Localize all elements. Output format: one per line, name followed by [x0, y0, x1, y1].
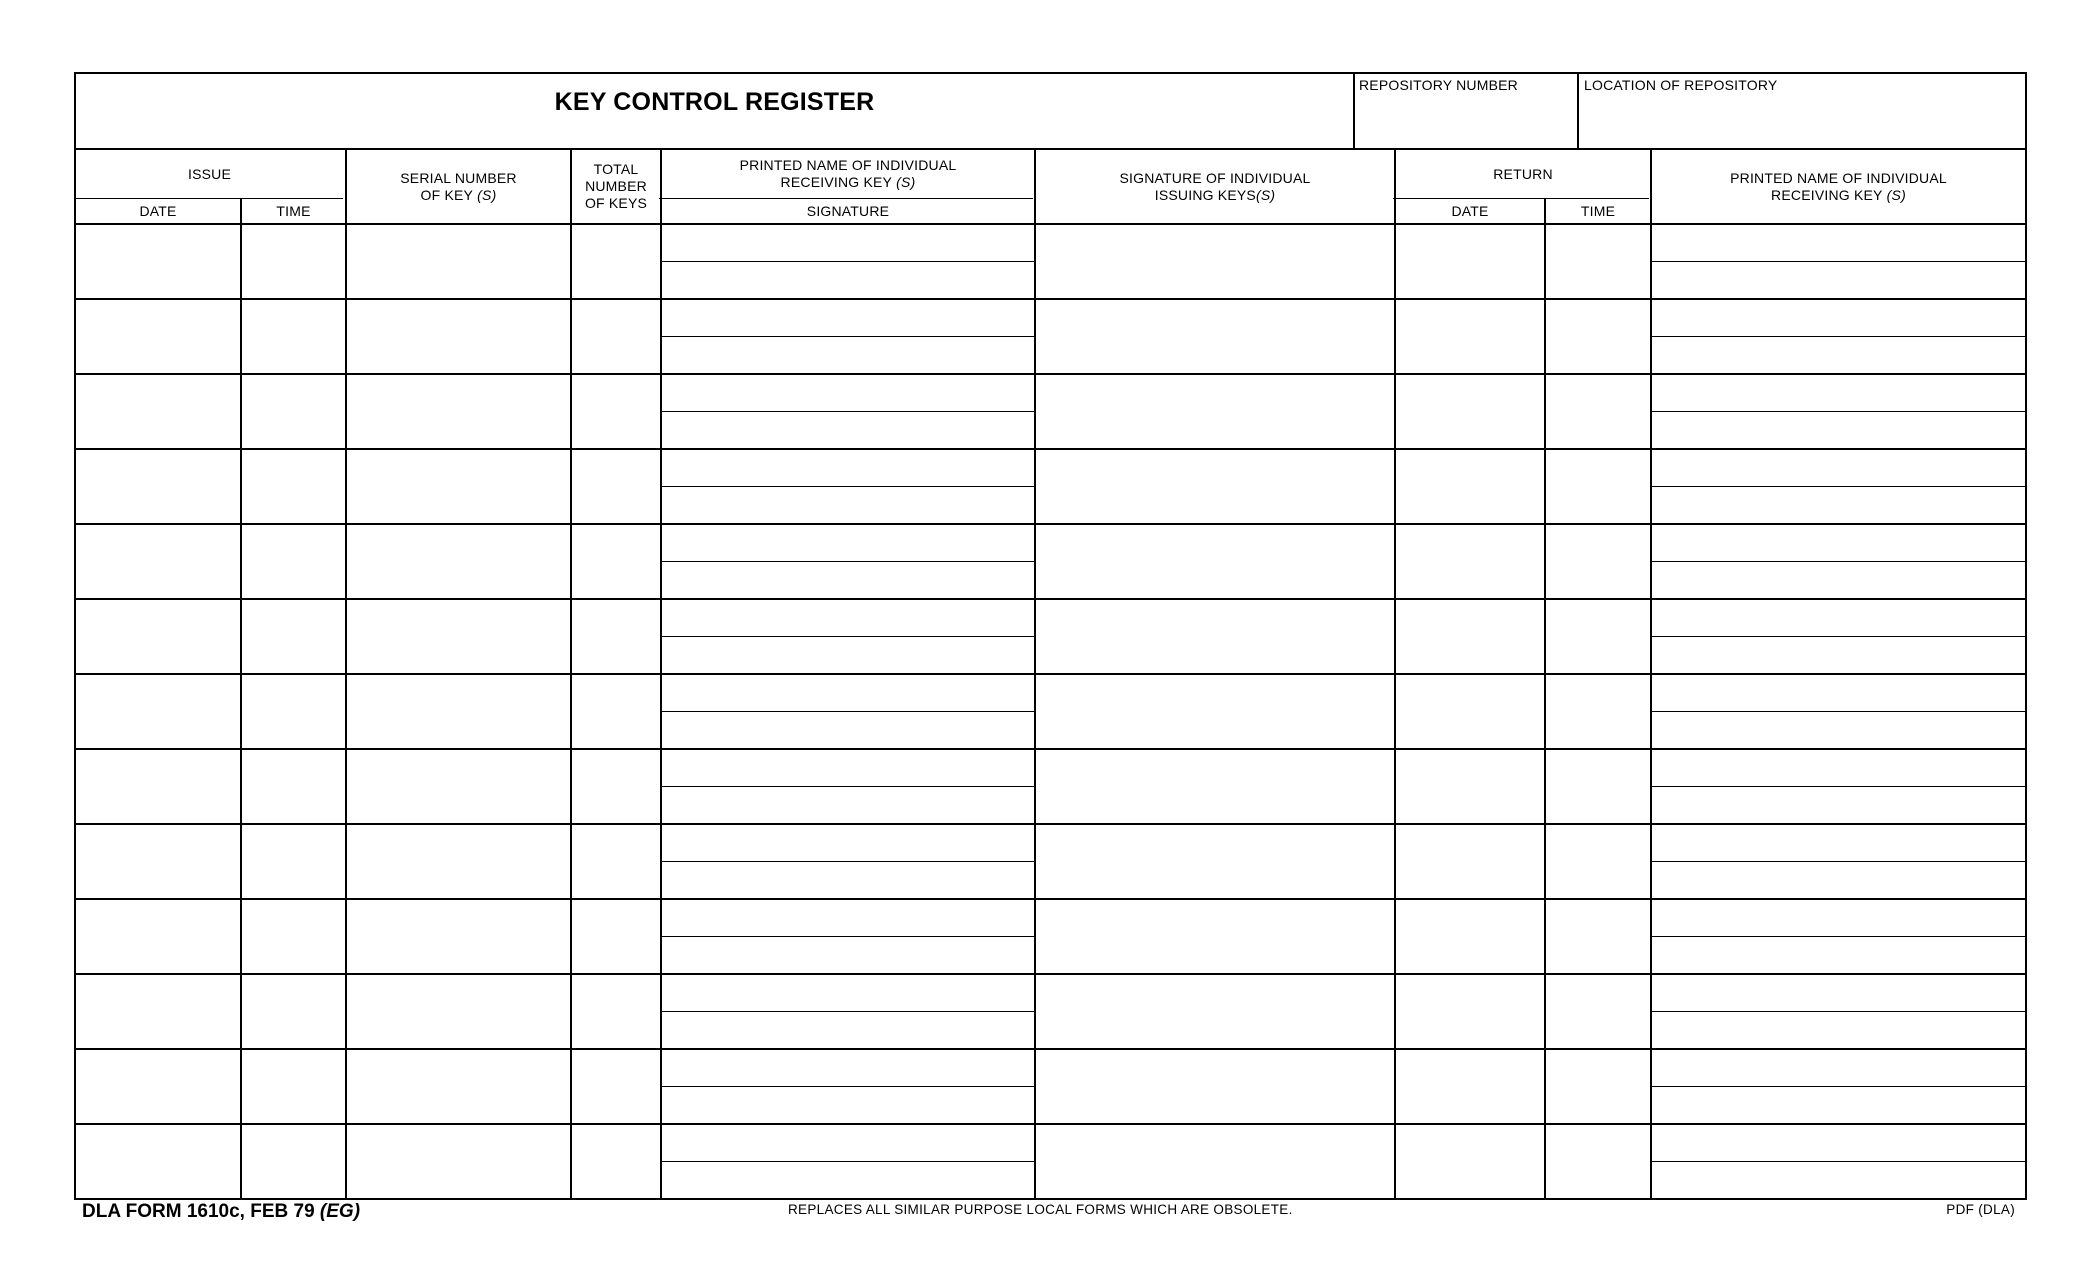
row-mid-divider — [662, 711, 1034, 712]
issue-time-cell[interactable] — [242, 675, 345, 748]
signature-issuing-cell[interactable] — [1036, 225, 1394, 298]
serial-number-header — [347, 150, 570, 223]
issue-date-cell[interactable] — [76, 900, 240, 973]
issue-date-cell[interactable] — [76, 225, 240, 298]
form-title: KEY CONTROL REGISTER — [554, 88, 875, 116]
return-printed-name-cell-upper[interactable] — [1652, 375, 2025, 411]
signature-issuing-header-line1: SIGNATURE OF INDIVIDUAL — [1119, 169, 1311, 186]
return-printed-name-cell-upper[interactable] — [1652, 1125, 2025, 1161]
printed-name-header-line2: RECEIVING KEY — [780, 174, 893, 190]
serial-number-cell[interactable] — [347, 600, 570, 673]
return-date-cell[interactable] — [1396, 975, 1544, 1048]
return-printed-name-cell-upper[interactable] — [1652, 225, 2025, 261]
return-date-cell[interactable] — [1396, 1125, 1544, 1198]
return-date-cell[interactable] — [1396, 900, 1544, 973]
serial-number-cell[interactable] — [347, 225, 570, 298]
row-mid-divider — [662, 561, 1034, 562]
printed-name-cell-lower[interactable] — [662, 338, 1034, 374]
issue-date-cell[interactable] — [76, 825, 240, 898]
issue-time-cell[interactable] — [242, 750, 345, 823]
signature-issuing-cell[interactable] — [1036, 375, 1394, 448]
issue-time-cell[interactable] — [242, 975, 345, 1048]
total-keys-cell[interactable] — [572, 525, 660, 598]
total-keys-cell[interactable] — [572, 1050, 660, 1123]
replaces-notice: REPLACES ALL SIMILAR PURPOSE LOCAL FORMS WHICH ARE OBSOLETE. — [788, 1202, 1293, 1217]
total-keys-cell[interactable] — [572, 675, 660, 748]
return-printed-name-cell-upper[interactable] — [1652, 1050, 2025, 1086]
serial-number-header-line2: OF KEY — [420, 186, 474, 203]
return-header: RETURN — [1493, 165, 1553, 182]
printed-name-cell-upper[interactable] — [662, 300, 1034, 336]
issue-time-header: TIME — [276, 202, 311, 219]
issue-time-cell[interactable] — [242, 375, 345, 448]
printed-name-header — [662, 150, 1034, 198]
return-printed-name-header-line2: RECEIVING KEY — [1771, 186, 1883, 203]
return-printed-name-cell-lower[interactable] — [1652, 863, 2025, 899]
return-printed-name-cell-lower[interactable] — [1652, 638, 2025, 674]
signature-issuing-cell[interactable] — [1036, 1125, 1394, 1198]
return-printed-name-cell-lower[interactable] — [1652, 563, 2025, 599]
printed-name-cell-lower[interactable] — [662, 938, 1034, 974]
return-date-cell[interactable] — [1396, 450, 1544, 523]
form-number-text: DLA FORM 1610c, FEB 79 — [82, 1201, 315, 1222]
return-printed-name-cell-upper[interactable] — [1652, 675, 2025, 711]
serial-number-cell[interactable] — [347, 900, 570, 973]
serial-number-cell[interactable] — [347, 825, 570, 898]
form-number-suffix: (EG) — [319, 1201, 361, 1222]
return-time-cell[interactable] — [1546, 1125, 1650, 1198]
repository-number-field[interactable] — [1355, 94, 1577, 148]
row-mid-divider — [1652, 636, 2025, 637]
signature-issuing-cell[interactable] — [1036, 1050, 1394, 1123]
printed-name-cell-lower[interactable] — [662, 1088, 1034, 1124]
return-date-cell[interactable] — [1396, 375, 1544, 448]
serial-number-cell[interactable] — [347, 525, 570, 598]
total-keys-cell[interactable] — [572, 900, 660, 973]
signature-issuing-cell[interactable] — [1036, 600, 1394, 673]
row-mid-divider — [662, 261, 1034, 262]
total-keys-header-line3: OF KEYS — [584, 195, 648, 211]
printed-name-cell-upper[interactable] — [662, 825, 1034, 861]
row-mid-divider — [1652, 1011, 2025, 1012]
pdf-tag: PDF (DLA) — [1946, 1202, 2015, 1217]
row-mid-divider — [662, 336, 1034, 337]
serial-number-header-suffix: (S) — [477, 186, 497, 203]
return-printed-name-cell-upper[interactable] — [1652, 300, 2025, 336]
issue-date-cell[interactable] — [76, 1125, 240, 1198]
total-keys-header — [572, 150, 660, 223]
row-mid-divider — [1652, 936, 2025, 937]
printed-name-cell-upper[interactable] — [662, 675, 1034, 711]
row-mid-divider — [662, 861, 1034, 862]
return-printed-name-cell-upper[interactable] — [1652, 825, 2025, 861]
return-printed-name-cell-lower[interactable] — [1652, 263, 2025, 299]
return-printed-name-cell-lower[interactable] — [1652, 488, 2025, 524]
return-date-header: DATE — [1451, 202, 1489, 219]
total-keys-cell[interactable] — [572, 300, 660, 373]
printed-name-cell-upper[interactable] — [662, 600, 1034, 636]
printed-name-cell-lower[interactable] — [662, 1013, 1034, 1049]
return-time-cell[interactable] — [1546, 975, 1650, 1048]
return-printed-name-cell-lower[interactable] — [1652, 788, 2025, 824]
issue-date-cell[interactable] — [76, 525, 240, 598]
printed-name-cell-lower[interactable] — [662, 638, 1034, 674]
row-mid-divider — [662, 936, 1034, 937]
row-mid-divider — [662, 786, 1034, 787]
row-mid-divider — [1652, 261, 2025, 262]
return-printed-name-cell-lower[interactable] — [1652, 1163, 2025, 1199]
return-printed-name-cell-lower[interactable] — [1652, 713, 2025, 749]
return-time-cell[interactable] — [1546, 825, 1650, 898]
row-mid-divider — [662, 1011, 1034, 1012]
return-date-cell[interactable] — [1396, 675, 1544, 748]
return-date-cell[interactable] — [1396, 750, 1544, 823]
return-date-cell[interactable] — [1396, 600, 1544, 673]
return-time-header: TIME — [1580, 202, 1616, 219]
signature-issuing-header-line2: ISSUING KEYS — [1154, 186, 1256, 203]
return-printed-name-cell-upper[interactable] — [1652, 450, 2025, 486]
printed-name-cell-lower[interactable] — [662, 413, 1034, 449]
printed-name-cell-lower[interactable] — [662, 788, 1034, 824]
issue-date-header: DATE — [139, 202, 177, 219]
issue-time-cell[interactable] — [242, 825, 345, 898]
printed-name-cell-upper[interactable] — [662, 450, 1034, 486]
row-mid-divider — [1652, 336, 2025, 337]
signature-issuing-header-suffix: (S) — [1255, 186, 1276, 203]
issue-time-cell[interactable] — [242, 900, 345, 973]
serial-number-cell[interactable] — [347, 675, 570, 748]
signature-issuing-cell[interactable] — [1036, 975, 1394, 1048]
issue-date-cell[interactable] — [76, 300, 240, 373]
printed-name-header-suffix: (S) — [896, 174, 916, 190]
printed-name-cell-lower[interactable] — [662, 263, 1034, 299]
printed-name-cell-upper[interactable] — [662, 750, 1034, 786]
return-time-cell[interactable] — [1546, 450, 1650, 523]
row-mid-divider — [1652, 861, 2025, 862]
row-mid-divider — [1652, 786, 2025, 787]
issue-date-cell[interactable] — [76, 750, 240, 823]
serial-number-cell[interactable] — [347, 375, 570, 448]
row-mid-divider — [1652, 561, 2025, 562]
printed-name-cell-lower[interactable] — [662, 863, 1034, 899]
return-date-cell[interactable] — [1396, 225, 1544, 298]
issue-time-cell[interactable] — [242, 300, 345, 373]
row-mid-divider — [662, 411, 1034, 412]
issue-date-cell[interactable] — [76, 675, 240, 748]
printed-name-cell-upper[interactable] — [662, 900, 1034, 936]
return-time-cell[interactable] — [1546, 300, 1650, 373]
return-printed-name-cell-upper[interactable] — [1652, 750, 2025, 786]
issue-date-cell[interactable] — [76, 450, 240, 523]
return-date-cell[interactable] — [1396, 300, 1544, 373]
signature-issuing-cell[interactable] — [1036, 675, 1394, 748]
total-keys-cell[interactable] — [572, 750, 660, 823]
return-time-cell[interactable] — [1546, 1050, 1650, 1123]
issue-time-cell[interactable] — [242, 1050, 345, 1123]
return-time-cell[interactable] — [1546, 525, 1650, 598]
signature-issuing-cell[interactable] — [1036, 825, 1394, 898]
signature-issuing-cell[interactable] — [1036, 900, 1394, 973]
row-mid-divider — [1652, 486, 2025, 487]
issue-date-cell[interactable] — [76, 600, 240, 673]
printed-name-cell-upper[interactable] — [662, 375, 1034, 411]
return-time-cell[interactable] — [1546, 225, 1650, 298]
serial-number-cell[interactable] — [347, 750, 570, 823]
total-keys-cell[interactable] — [572, 450, 660, 523]
printed-name-header-line1: PRINTED NAME OF INDIVIDUAL — [739, 157, 957, 173]
printed-name-cell-upper[interactable] — [662, 1050, 1034, 1086]
return-printed-name-cell-upper[interactable] — [1652, 525, 2025, 561]
signature-issuing-cell[interactable] — [1036, 750, 1394, 823]
return-printed-name-cell-lower[interactable] — [1652, 1088, 2025, 1124]
serial-number-cell[interactable] — [347, 450, 570, 523]
printed-name-cell-upper[interactable] — [662, 525, 1034, 561]
printed-name-cell-upper[interactable] — [662, 1125, 1034, 1161]
row-mid-divider — [1652, 411, 2025, 412]
signature-issuing-cell[interactable] — [1036, 525, 1394, 598]
printed-name-cell-lower[interactable] — [662, 1163, 1034, 1199]
row-mid-divider — [1652, 711, 2025, 712]
serial-number-cell[interactable] — [347, 1050, 570, 1123]
printed-name-cell-lower[interactable] — [662, 563, 1034, 599]
row-mid-divider — [662, 1161, 1034, 1162]
signature-issuing-cell[interactable] — [1036, 300, 1394, 373]
total-keys-header-line2: NUMBER — [585, 178, 647, 194]
printed-name-cell-upper[interactable] — [662, 975, 1034, 1011]
total-keys-cell[interactable] — [572, 375, 660, 448]
issue-time-cell[interactable] — [242, 600, 345, 673]
row-mid-divider — [662, 636, 1034, 637]
return-time-cell[interactable] — [1546, 900, 1650, 973]
return-time-cell[interactable] — [1546, 675, 1650, 748]
total-keys-cell[interactable] — [572, 975, 660, 1048]
location-of-repository-field[interactable] — [1579, 94, 2025, 148]
issue-date-cell[interactable] — [76, 375, 240, 448]
total-keys-cell[interactable] — [572, 600, 660, 673]
return-printed-name-header — [1652, 150, 2025, 223]
return-time-cell[interactable] — [1546, 375, 1650, 448]
issue-time-cell[interactable] — [242, 1125, 345, 1198]
return-printed-name-cell-lower[interactable] — [1652, 938, 2025, 974]
issue-time-cell[interactable] — [242, 225, 345, 298]
return-printed-name-cell-lower[interactable] — [1652, 338, 2025, 374]
row-mid-divider — [662, 1086, 1034, 1087]
return-date-cell[interactable] — [1396, 825, 1544, 898]
signature-issuing-header — [1036, 150, 1394, 223]
repository-number-label: REPOSITORY NUMBER — [1359, 77, 1518, 93]
return-time-cell[interactable] — [1546, 600, 1650, 673]
issue-header: ISSUE — [187, 165, 231, 182]
signature-header: SIGNATURE — [806, 202, 890, 219]
return-date-cell[interactable] — [1396, 1050, 1544, 1123]
return-printed-name-cell-upper[interactable] — [1652, 600, 2025, 636]
row-mid-divider — [1652, 1161, 2025, 1162]
serial-number-header-line1: SERIAL NUMBER — [400, 169, 517, 186]
issue-time-cell[interactable] — [242, 525, 345, 598]
issue-time-cell[interactable] — [242, 450, 345, 523]
total-keys-cell[interactable] — [572, 825, 660, 898]
form-number — [82, 1201, 360, 1223]
issue-date-cell[interactable] — [76, 1050, 240, 1123]
location-of-repository-label: LOCATION OF REPOSITORY — [1584, 77, 1778, 93]
serial-number-cell[interactable] — [347, 1125, 570, 1198]
total-keys-cell[interactable] — [572, 1125, 660, 1198]
total-keys-cell[interactable] — [572, 225, 660, 298]
total-keys-header-line1: TOTAL — [593, 161, 639, 177]
return-printed-name-cell-upper[interactable] — [1652, 900, 2025, 936]
printed-name-cell-lower[interactable] — [662, 713, 1034, 749]
signature-issuing-cell[interactable] — [1036, 450, 1394, 523]
key-control-register-form — [74, 72, 2027, 1200]
return-printed-name-cell-lower[interactable] — [1652, 1013, 2025, 1049]
printed-name-cell-upper[interactable] — [662, 225, 1034, 261]
return-printed-name-header-suffix: (S) — [1886, 186, 1906, 203]
return-printed-name-cell-upper[interactable] — [1652, 975, 2025, 1011]
serial-number-cell[interactable] — [347, 975, 570, 1048]
return-time-cell[interactable] — [1546, 750, 1650, 823]
row-mid-divider — [662, 486, 1034, 487]
row-mid-divider — [1652, 1086, 2025, 1087]
return-printed-name-header-line1: PRINTED NAME OF INDIVIDUAL — [1730, 169, 1947, 186]
return-printed-name-cell-lower[interactable] — [1652, 413, 2025, 449]
return-date-cell[interactable] — [1396, 525, 1544, 598]
issue-date-cell[interactable] — [76, 975, 240, 1048]
printed-name-cell-lower[interactable] — [662, 488, 1034, 524]
serial-number-cell[interactable] — [347, 300, 570, 373]
